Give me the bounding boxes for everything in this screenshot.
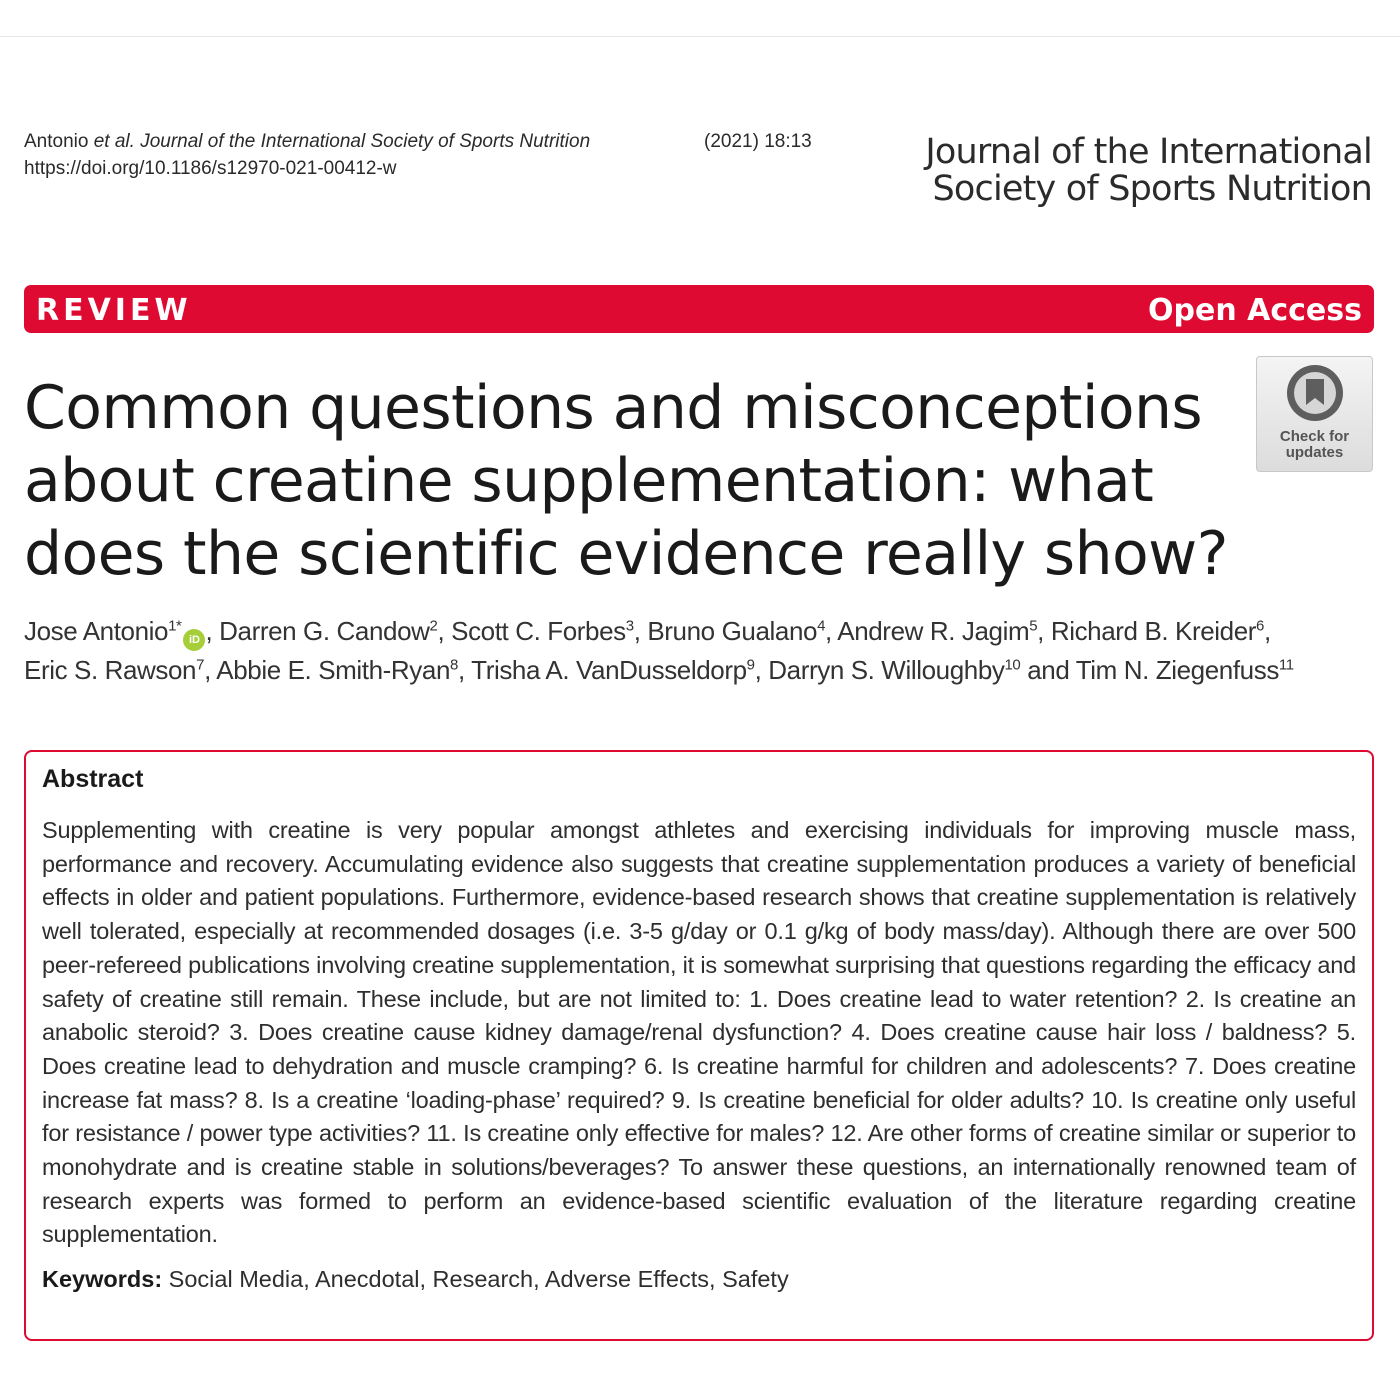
citation-et-al: et al.: [93, 131, 135, 152]
citation-line: [24, 128, 812, 155]
author-name[interactable]: Bruno Gualano: [647, 616, 818, 646]
check-for-updates-line1: Check for: [1279, 428, 1350, 445]
author-separator: ,: [437, 616, 452, 646]
author-name[interactable]: Trisha A. VanDusseldorp: [471, 655, 747, 685]
author-name[interactable]: Scott C. Forbes: [451, 616, 626, 646]
author-separator: ,: [204, 655, 217, 685]
journal-brand-line1: Journal of the International: [925, 132, 1372, 172]
keywords-line: [42, 1264, 1356, 1294]
author-separator: ,: [457, 655, 472, 685]
author-affiliation-sup: 11: [1278, 656, 1294, 674]
abstract-heading: Abstract: [42, 765, 144, 793]
author-separator: ,: [1037, 616, 1051, 646]
citation-doi-link[interactable]: https://doi.org/10.1186/s12970-021-00412-w: [24, 158, 397, 179]
author-name[interactable]: Jose Antonio: [24, 616, 169, 646]
article-title: Common questions and misconceptions about creatine supplementation: what does the scientific evidence really show?: [24, 373, 1228, 589]
author-name[interactable]: Richard B. Kreider: [1050, 616, 1257, 646]
author-affiliation-sup: 6: [1256, 617, 1264, 635]
author-affiliation-sup: 5: [1029, 617, 1038, 635]
citation-year-volume: (2021) 18:13: [704, 131, 812, 152]
author-affiliation-sup: 2: [429, 617, 438, 635]
author-affiliation-sup: 8: [450, 656, 458, 674]
author-affiliation-sup: 3: [625, 617, 634, 635]
author-affiliation-sup: 7: [196, 656, 205, 674]
author-name[interactable]: Andrew R. Jagim: [837, 616, 1030, 646]
journal-brand-line2: Society of Sports Nutrition: [932, 169, 1372, 209]
keywords-label: Keywords:: [42, 1266, 163, 1293]
article-type-label: REVIEW: [36, 293, 192, 328]
check-for-updates-label: [1257, 429, 1372, 461]
check-for-updates-button[interactable]: [1256, 356, 1373, 472]
keywords-list: Social Media, Anecdotal, Research, Adverse Effects, Safety: [162, 1266, 789, 1293]
author-affiliation-sup: 4: [817, 617, 826, 635]
article-type-banner: [24, 285, 1374, 333]
author-separator: ,: [1264, 616, 1271, 646]
abstract-text: Supplementing with creatine is very popular amongst athletes and exercising individuals for improving muscle mass, performance and recovery. Accumulating evidence also suggests that creatine supplementation produces a variety of beneficial effects in older and patient populations. Furthermore, evidence-based research shows that creatine supplementation is relatively well tolerated, especially at recommended dosages (i.e. 3-5 g/day or 0.1 g/kg of body mass/day). Although there are over 500 peer-refereed publications involving creatine supplementation, it is somewhat surprising that questions regarding the efficacy and safety of creatine still remain. These include, but are not limited to: 1. Does creatine lead to water retention? 2. Is creatine an anabolic steroid? 3. Does creatine cause kidney damage/renal dysfunction? 4. Does creatine cause hair loss / baldness? 5. Does creatine lead to dehydration and muscle cramping? 6. Is creatine harmful for children and adolescents? 7. Does creatine increase fat mass? 8. Is a creatine ‘loading-phase’ required? 9. Is creatine beneficial for older adults? 10. Is creatine only useful for resistance / power type activities? 11. Is creatine only effective for males? 12. Are other forms of creatine similar or superior to monohydrate and is creatine stable in solutions/beverages? To answer these questions, an internationally renowned team of research experts was formed to perform an evidence-based scientific evaluation of the literature regarding creatine supplementation.: [42, 817, 1356, 1248]
author-separator: ,: [754, 655, 769, 685]
orcid-icon[interactable]: iD: [183, 629, 205, 651]
check-for-updates-line2: updates: [1285, 444, 1344, 461]
open-access-label: Open Access: [1148, 293, 1362, 328]
citation-block: [24, 128, 812, 182]
author-separator: ,: [205, 616, 220, 646]
author-separator: ,: [633, 616, 648, 646]
top-divider: [0, 36, 1400, 37]
author-name[interactable]: Darryn S. Willoughby: [768, 655, 1005, 685]
author-affiliation-sup: 9: [746, 656, 755, 674]
citation-journal: Journal of the International Society of Sports Nutrition: [134, 131, 591, 152]
author-list: [24, 612, 1384, 690]
author-affiliation-sup: 1*: [168, 617, 182, 635]
author-separator: and: [1020, 655, 1076, 685]
author-name[interactable]: Tim N. Ziegenfuss: [1075, 655, 1279, 685]
author-separator: ,: [825, 616, 838, 646]
citation-author: Antonio: [24, 131, 94, 152]
author-name[interactable]: Eric S. Rawson: [24, 655, 197, 685]
journal-logo-text: [925, 134, 1372, 208]
abstract-box: [24, 750, 1374, 1341]
author-affiliation-sup: 10: [1004, 656, 1021, 674]
author-name[interactable]: Abbie E. Smith-Ryan: [216, 655, 451, 685]
crossmark-icon: [1285, 363, 1345, 423]
author-name[interactable]: Darren G. Candow: [219, 616, 430, 646]
